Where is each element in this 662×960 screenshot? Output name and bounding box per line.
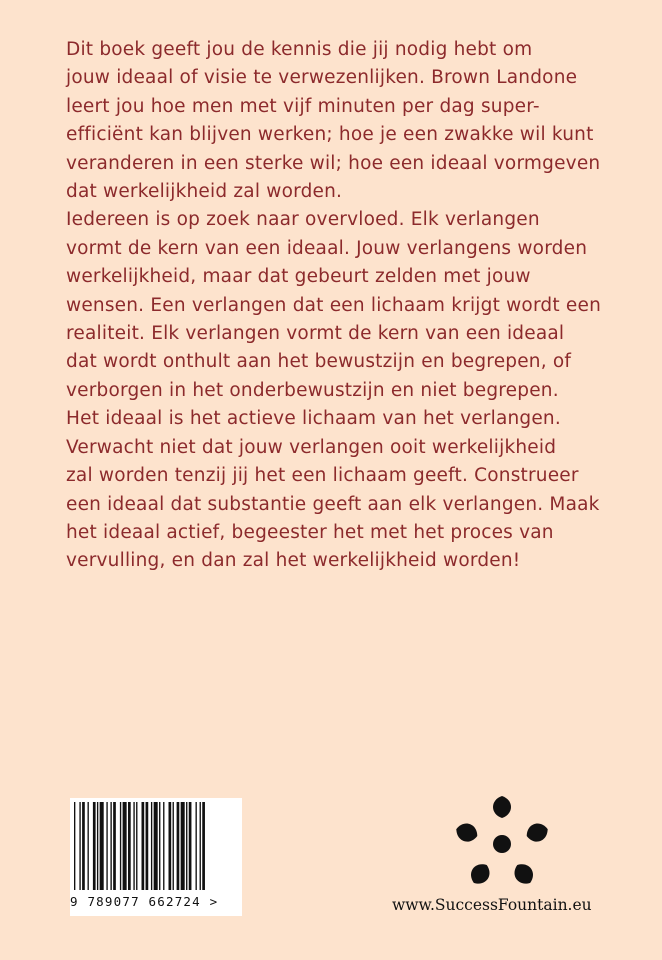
barcode-bar bbox=[181, 802, 185, 890]
text-line: veranderen in een sterke wil; hoe een ideaal vormgeven bbox=[66, 152, 601, 174]
barcode-bar bbox=[93, 802, 96, 890]
barcode-bar bbox=[110, 802, 111, 890]
barcode-bar bbox=[151, 802, 152, 890]
text-line: Iedereen is op zoek naar overvloed. Elk verlangen bbox=[66, 209, 540, 231]
text-line: leert jou hoe men met vijf minuten per dag super- bbox=[66, 95, 540, 117]
barcode-bar bbox=[120, 802, 121, 890]
barcode-bar bbox=[113, 802, 116, 890]
text-line: wensen. Een verlangen dat een lichaam krijgt wordt een bbox=[66, 294, 601, 316]
isbn-barcode bbox=[70, 798, 242, 916]
text-line: verborgen in het onderbewustzijn en niet begrepen. bbox=[66, 379, 559, 401]
text-line: dat wordt onthult aan het bewustzijn en begrepen, of bbox=[66, 351, 572, 373]
text-line: realiteit. Elk verlangen vormt de kern van een ideaal bbox=[66, 323, 565, 345]
barcode-bar bbox=[186, 802, 187, 890]
barcode-bar bbox=[189, 802, 192, 890]
text-line: werkelijkheid, maar dat gebeurt zelden met jouw bbox=[66, 266, 531, 288]
text-line: Dit boek geeft jou de kennis die jij nodig hebt om bbox=[66, 39, 533, 60]
text-line: vervulling, en dan zal het werkelijkheid worden! bbox=[66, 550, 521, 572]
text-line: efficiënt kan blijven werken; hoe je een zwakke wil kunt bbox=[66, 124, 594, 146]
barcode-bar bbox=[100, 802, 104, 890]
barcode-bar bbox=[97, 802, 98, 890]
barcode-bar bbox=[173, 802, 174, 890]
barcode-bar bbox=[128, 802, 131, 890]
text-line: Het ideaal is het actieve lichaam van het verlangen. bbox=[66, 408, 561, 430]
text-line: Verwacht niet dat jouw verlangen ooit werkelijkheid bbox=[66, 436, 557, 458]
barcode-bar bbox=[74, 802, 75, 890]
text-line: vormt de kern van een ideaal. Jouw verlangens worden bbox=[66, 237, 588, 259]
barcode-bar bbox=[79, 802, 80, 890]
barcode-bar bbox=[154, 802, 158, 890]
publisher-website: www.SuccessFountain.eu bbox=[392, 896, 592, 914]
barcode-bar bbox=[200, 802, 201, 890]
barcode-bar bbox=[196, 802, 197, 890]
text-line: dat werkelijkheid zal worden. bbox=[66, 181, 343, 203]
barcode-bar bbox=[88, 802, 89, 890]
barcode-bar bbox=[159, 802, 160, 890]
barcode-bar bbox=[163, 802, 164, 890]
back-cover-text bbox=[66, 36, 622, 576]
barcode-bar bbox=[82, 802, 85, 890]
text-line: een ideaal dat substantie geeft aan elk verlangen. Maak bbox=[66, 493, 600, 515]
barcode-bar bbox=[146, 802, 149, 890]
five-petal-flower-icon bbox=[454, 792, 550, 888]
barcode-bar bbox=[177, 802, 180, 890]
barcode-bar bbox=[136, 802, 137, 890]
barcode-bars bbox=[70, 798, 242, 896]
text-line: zal worden tenzij jij het een lichaam geeft. Construeer bbox=[66, 465, 579, 487]
barcode-bar bbox=[202, 802, 205, 890]
text-line: jouw ideaal of visie te verwezenlijken. Brown Landone bbox=[66, 67, 578, 89]
isbn-number: 9 789077 662724 > bbox=[70, 894, 219, 909]
text-line: het ideaal actief, begeester het met het proces van bbox=[66, 521, 554, 543]
barcode-bar bbox=[133, 802, 134, 890]
barcode-bar bbox=[123, 802, 127, 890]
barcode-bar bbox=[142, 802, 145, 890]
barcode-bar bbox=[169, 802, 172, 890]
barcode-bar bbox=[106, 802, 107, 890]
